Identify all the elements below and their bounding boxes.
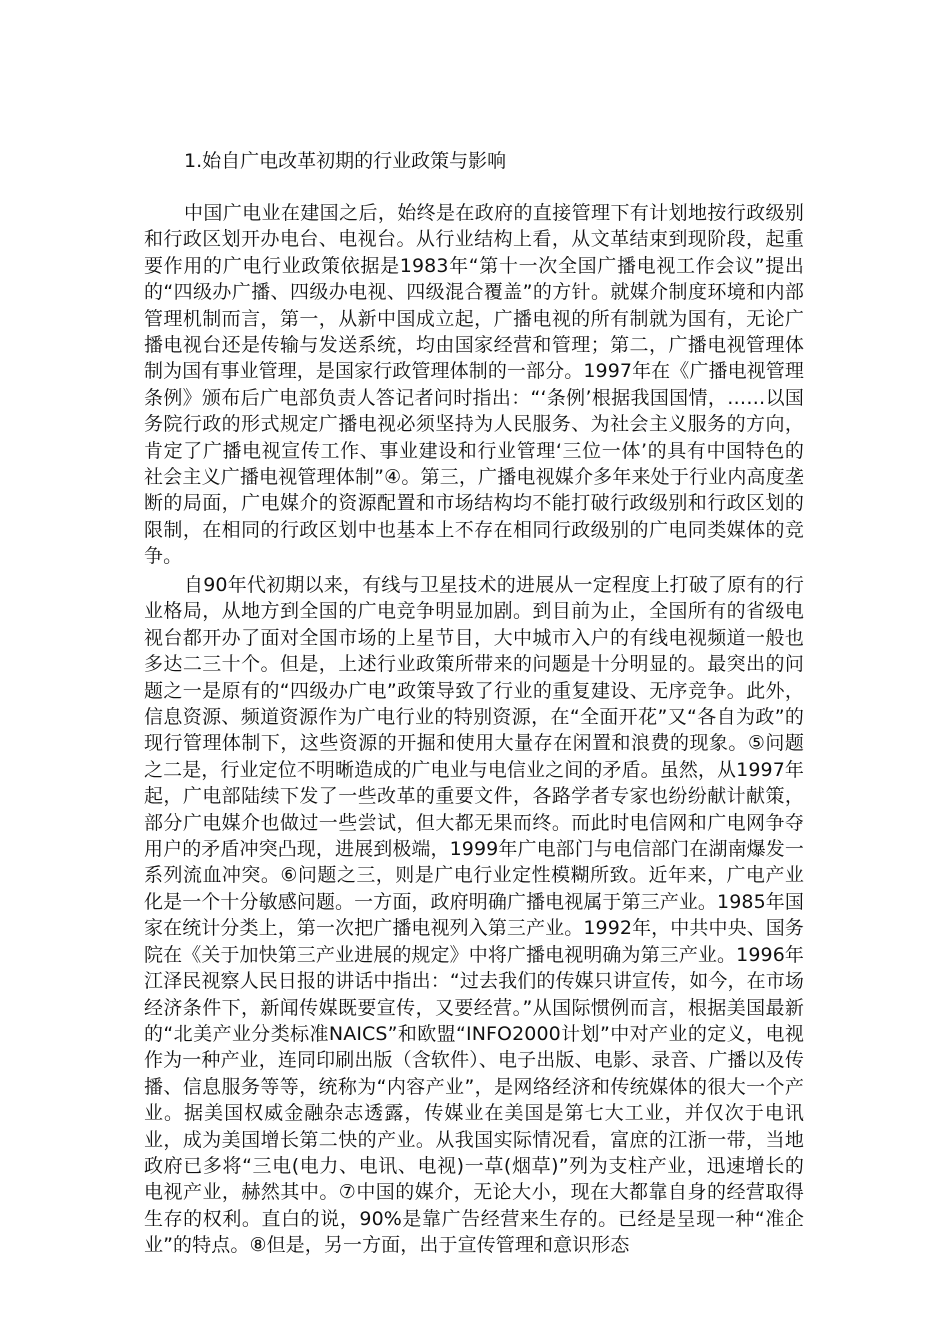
paragraph-2: 自90年代初期以来，有线与卫星技术的进展从一定程度上打破了原有的行业格局，从地方到全国的广电竞争明显加剧。到目前为止，全国所有的省级电视台都开办了面对全国市场的上星节目，大中城市入户的有线电视频道一般也多达二三十个。但是，上述行业政策所带来的问题是十分明显的。最突出的问题之一是原有的“四级办广电”政策导致了行业的重复建设、无序竞争。此外，信息资源、频道资源作为广电行业的特别资源，在“全面开花”又“各自为政”的现行管理体制下，这些资源的开掘和使用大量存在闲置和浪费的现象。⑤问题之二是，行业定位不明晰造成的广电业与电信业之间的矛盾。虽然，从1997年起，广电部陆续下发了一些改革的重要文件，各路学者专家也纷纷献计献策，部分广电媒介也做过一些尝试，但大都无果而终。而此时电信网和广电网争夺用户的矛盾冲突凸现，进展到极端，1999年广电部门与电信部门在湖南爆发一系列流血冲突。⑥问题之三，则是广电行业定性模糊所致。近年来，广电产业化是一个十分敏感问题。一方面，政府明确广播电视属于第三产业。1985年国家在统计分类上，第一次把广播电视列入第三产业。1992年，中共中央、国务院在《关于加快第三产业进展的规定》中将广播电视明确为第三产业。1996年江泽民视察人民日报的讲话中指出：“过去我们的传媒只讲宣传，如今，在市场经济条件下，新闻传媒既要宣传，又要经营。”从国际惯例而言，根据美国最新的“北美产业分类标准NAICS”和欧盟“INFO2000计划”中对产业的定义，电视作为一种产业，连同印刷出版（含软件）、电子出版、电影、录音、广播以及传播、信息服务等等，统称为“内容产业”，是网络经济和传统媒体的很大一个产业。据美国权威金融杂志透露，传媒业在美国是第七大工业，并仅次于电讯业，成为美国增长第二快的产业。从我国实际情况看，富庶的江浙一带，当地政府已多将“三电(电力、电讯、电视)一草(烟草)”列为支柱产业，迅速增长的电视产业，赫然其中。⑦中国的媒介，无论大小，现在大都靠自身的经营取得生存的权利。直白的说，90%是靠广告经营来生存的。已经是呈现一种“准企业”的特点。⑧但是，另一方面，出于宣传管理和意识形态 — [144, 574, 804, 1257]
paragraph-1: 中国广电业在建国之后，始终是在政府的直接管理下有计划地按行政级别和行政区划开办电台、电视台。从行业结构上看，从文革结束到现阶段，起重要作用的广电行业政策依据是1983年“第十一次全国广播电视工作会议”提出的“四级办广播、四级办电视、四级混合覆盖”的方针。就媒介制度环境和内部管理机制而言，第一，从新中国成立起，广播电视的所有制就为国有，无论广播电视台还是传输与发送系统，均由国家经营和管理；第二，广播电视管理体制为国有事业管理，是国家行政管理体制的一部分。1997年在《广播电视管理条例》颁布后广电部负责人答记者问时指出：“‘条例’根据我国国情，……以国务院行政的形式规定广播电视必须坚持为人民服务、为社会主义服务的方向，肯定了广播电视宣传工作、事业建设和行业管理‘三位一体’的具有中国特色的社会主义广播电视管理体制”④。第三，广播电视媒介多年来处于行业内高度垄断的局面，广电媒介的资源配置和市场结构均不能打破行政级别和行政区划的限制，在相同的行政区划中也基本上不存在相同行政级别的广电同类媒体的竞争。 — [144, 202, 804, 568]
section-heading: 1.始自广电改革初期的行业政策与影响 — [184, 150, 507, 172]
